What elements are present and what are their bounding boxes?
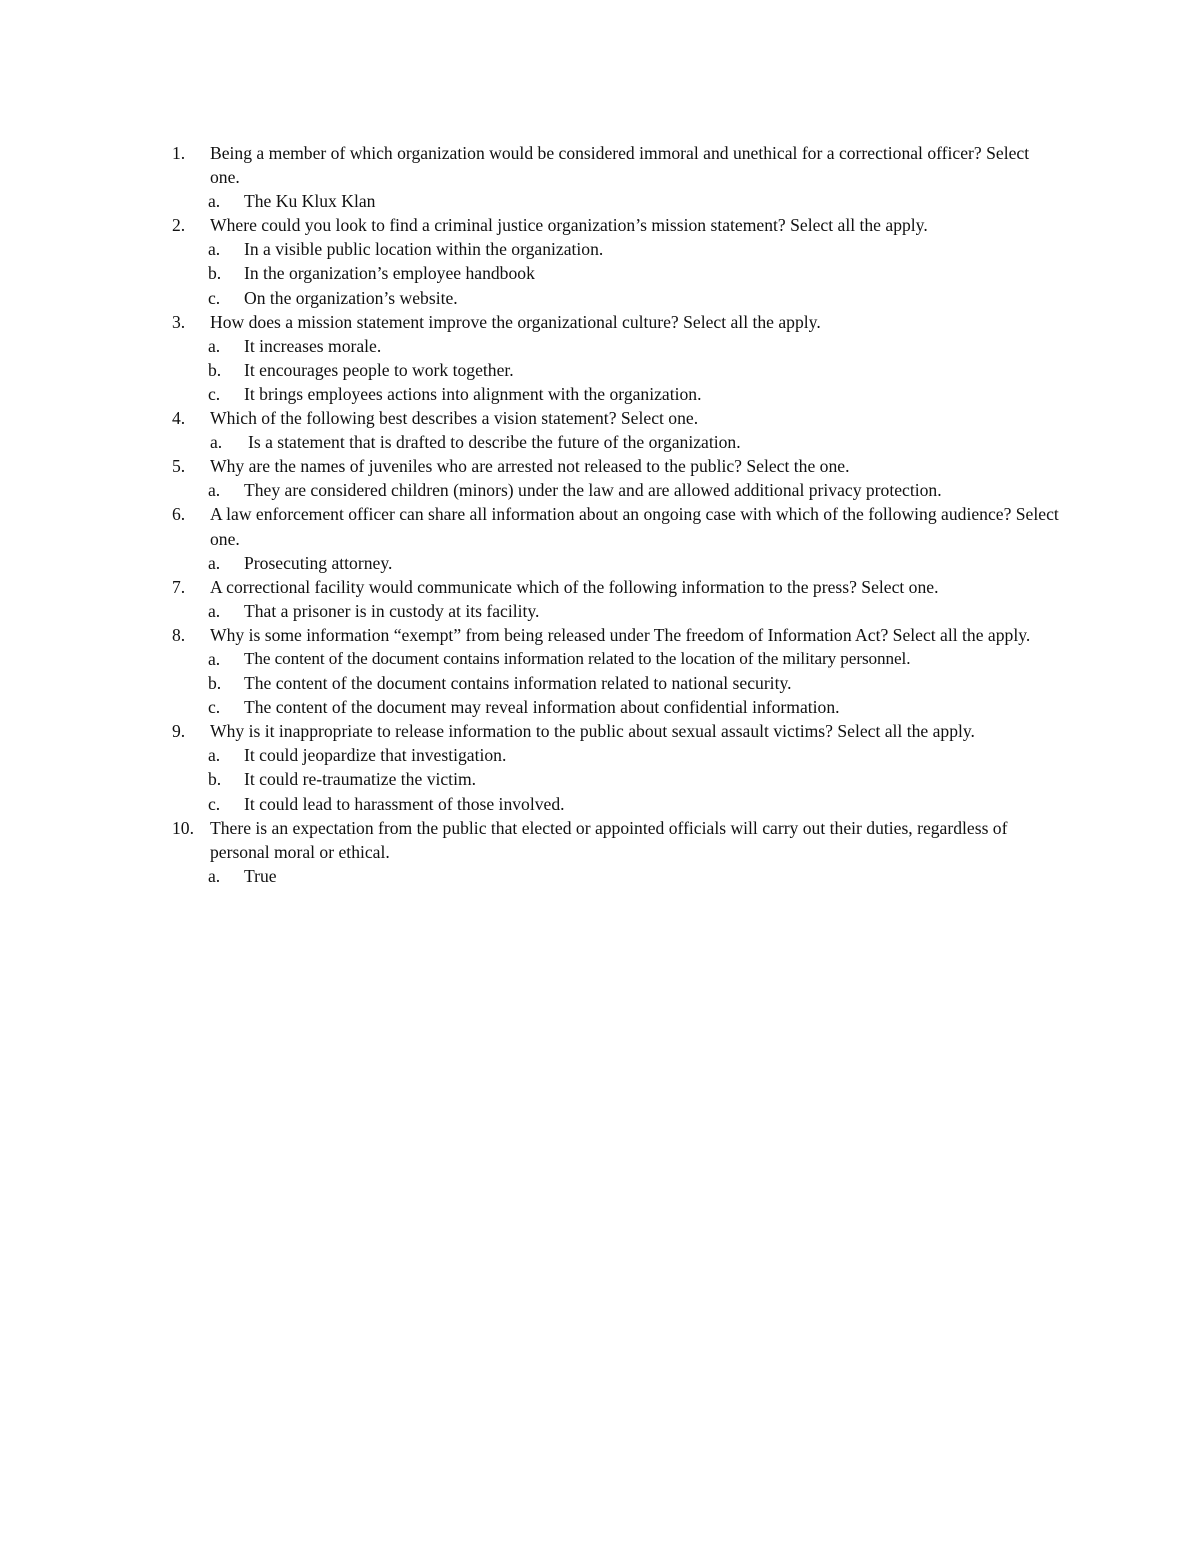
question-item — [172, 816, 1062, 864]
answer-letter: b. — [208, 673, 222, 694]
answer-letter: b. — [208, 359, 222, 380]
answer-text: Prosecuting attorney. — [244, 552, 393, 573]
answer-text: The content of the document may reveal information about confidential information. — [244, 697, 840, 718]
answer-list — [172, 551, 1062, 575]
question-item — [172, 454, 1062, 478]
question-text: Which of the following best describes a vision statement? Select one. — [210, 408, 699, 429]
question-item — [172, 502, 1062, 550]
answer-item — [172, 671, 1062, 695]
question-number: 4. — [172, 408, 186, 429]
question-item — [172, 575, 1062, 599]
answer-letter: c. — [208, 697, 221, 718]
question-number: 7. — [172, 576, 186, 597]
answer-text: The content of the document contains information related to the location of the military personnel. — [244, 648, 911, 668]
answer-item — [172, 358, 1062, 382]
answer-text: They are considered children (minors) under the law and are allowed additional privacy protection. — [244, 480, 942, 501]
answer-list — [172, 864, 1062, 888]
answer-text: On the organization’s website. — [244, 287, 458, 308]
answer-letter: a. — [208, 865, 221, 886]
answer-item — [210, 430, 1062, 454]
question-number: 9. — [172, 721, 186, 742]
answer-item — [172, 743, 1062, 767]
answer-list — [172, 334, 1062, 406]
answer-text: It could jeopardize that investigation. — [244, 745, 507, 766]
answer-item — [172, 237, 1062, 261]
answer-list — [172, 237, 1062, 309]
answer-item — [172, 767, 1062, 791]
question-item — [172, 719, 1062, 743]
question-text: Why are the names of juveniles who are arrested not released to the public? Select the one. — [210, 456, 850, 477]
answer-list — [172, 189, 1062, 213]
answer-text: In a visible public location within the organization. — [244, 239, 604, 260]
answer-list — [172, 430, 1062, 454]
answer-text: The Ku Klux Klan — [244, 191, 376, 212]
answer-item — [172, 478, 1062, 502]
question-text: There is an expectation from the public that elected or appointed officials will carry out their duties, regardless of personal moral or ethical. — [210, 817, 1008, 862]
answer-letter: a. — [208, 239, 221, 260]
answer-letter: a. — [208, 600, 221, 621]
answer-letter: a. — [208, 191, 221, 212]
answer-text: True — [244, 865, 277, 886]
question-text: Why is it inappropriate to release information to the public about sexual assault victims? Select all the apply. — [210, 721, 975, 742]
answer-letter: a. — [208, 480, 221, 501]
question-number: 10. — [172, 817, 194, 838]
answer-item — [172, 286, 1062, 310]
answer-letter: c. — [208, 793, 221, 814]
question-item — [172, 623, 1062, 647]
answer-item — [172, 647, 1062, 671]
answer-item — [172, 551, 1062, 575]
answer-item — [172, 189, 1062, 213]
answer-letter: b. — [208, 263, 222, 284]
question-text: A law enforcement officer can share all information about an ongoing case with which of the following audience? Select one. — [210, 504, 1059, 549]
answer-item — [172, 792, 1062, 816]
answer-text: Is a statement that is drafted to describe the future of the organization. — [248, 432, 741, 453]
question-number: 8. — [172, 624, 186, 645]
question-text: Where could you look to find a criminal justice organization’s mission statement? Select all the apply. — [210, 215, 928, 236]
answer-item — [172, 864, 1062, 888]
question-item — [172, 141, 1062, 189]
question-text: Being a member of which organization would be considered immoral and unethical for a correctional officer? Select one. — [210, 143, 1030, 188]
answer-letter: a. — [208, 335, 221, 356]
question-number: 1. — [172, 143, 186, 163]
answer-text: In the organization’s employee handbook — [244, 263, 535, 284]
answer-item — [172, 261, 1062, 285]
answer-text: It could lead to harassment of those involved. — [244, 793, 565, 814]
answer-letter: a. — [208, 552, 221, 573]
answer-letter: a. — [208, 648, 221, 669]
question-number: 5. — [172, 456, 186, 477]
answer-item — [172, 334, 1062, 358]
question-number: 6. — [172, 504, 186, 525]
answer-letter: c. — [208, 287, 221, 308]
answer-text: The content of the document contains information related to national security. — [244, 673, 792, 694]
answer-list — [172, 599, 1062, 623]
answer-list — [172, 743, 1062, 815]
answer-item — [172, 599, 1062, 623]
answer-letter: a. — [210, 432, 223, 453]
question-text: How does a mission statement improve the organizational culture? Select all the apply. — [210, 311, 821, 332]
question-list — [172, 141, 1062, 888]
answer-list — [172, 478, 1062, 502]
answer-text: It encourages people to work together. — [244, 359, 514, 380]
answer-text: That a prisoner is in custody at its facility. — [244, 600, 540, 621]
answer-list — [172, 647, 1062, 719]
answer-text: It brings employees actions into alignment with the organization. — [244, 383, 702, 404]
answer-text: It could re-traumatize the victim. — [244, 769, 477, 790]
question-number: 3. — [172, 311, 186, 332]
answer-item — [172, 382, 1062, 406]
answer-text: It increases morale. — [244, 335, 382, 356]
question-text: A correctional facility would communicate which of the following information to the press? Select one. — [210, 576, 939, 597]
answer-item — [172, 695, 1062, 719]
question-text: Why is some information “exempt” from being released under The freedom of Information Act? Select all the apply. — [210, 624, 1031, 645]
answer-letter: c. — [208, 383, 221, 404]
question-item — [172, 406, 1062, 430]
question-number: 2. — [172, 215, 186, 236]
answer-letter: a. — [208, 745, 221, 766]
question-item — [172, 310, 1062, 334]
answer-letter: b. — [208, 769, 222, 790]
question-item — [172, 213, 1062, 237]
